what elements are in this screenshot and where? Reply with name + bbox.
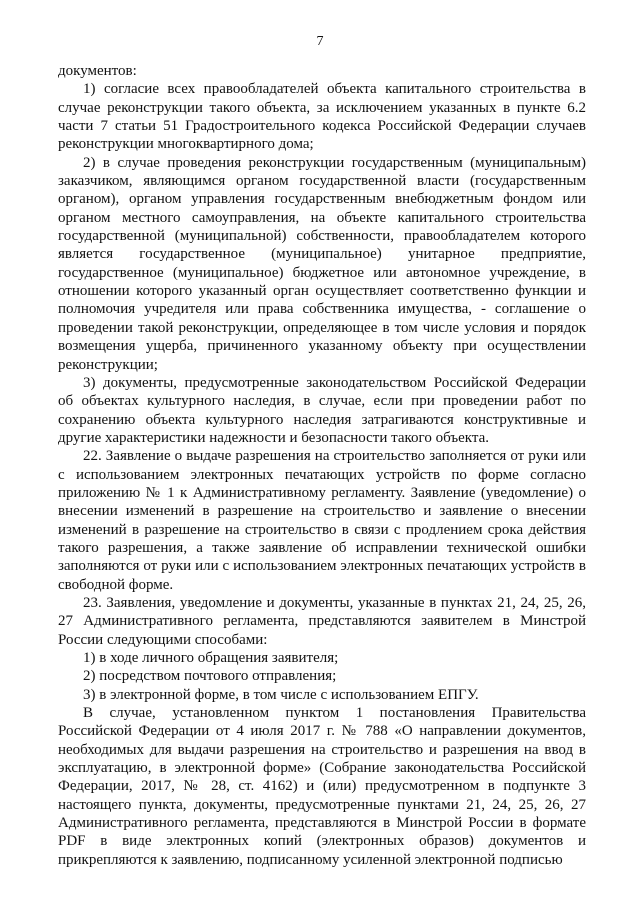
page-number: 7 bbox=[316, 34, 324, 49]
paragraph-method-3: 3) в электронной форме, в том числе с использованием ЕПГУ. bbox=[83, 686, 479, 703]
paragraph-item-3: 3) документы, предусмотренные законодательством Российской Федерации об объектах культурного наследия, в случае, если при проведении работ по сохранению объекта культурного наследия затрагиваются конструктивные и другие характеристики надежности и безопасности такого объекта. bbox=[58, 374, 586, 446]
paragraph-item-2: 2) в случае проведения реконструкции государственным (муниципальным) заказчиком, являющимся органом государственной власти (государственным органом), органом управления государственным внебюджетным фондом или органом местного самоуправления, на объекте капитального строительства государственной (муниципальной) собственности, правообладателем которого является государственное (муниципальное) унитарное предприятие, государственное (муниципальное) бюджетное или автономное учреждение, в отношении которого указанный орган осуществляет соответственно функции и полномочия учредителя или права собственника имущества, - соглашение о проведении такой реконструкции, определяющее в том числе условия и порядок возмещения ущерба, причиненного указанному объекту при осуществлении реконструкции; bbox=[58, 154, 586, 373]
paragraph-method-1: 1) в ходе личного обращения заявителя; bbox=[83, 650, 339, 666]
paragraph-continuation: документов: bbox=[58, 63, 137, 79]
paragraph-item-1: 1) согласие всех правообладателей объекта капитального строительства в случае реконструкции такого объекта, за исключением указанных в пункте 6.2 части 7 статьи 51 Градостроительного кодекса Российской Федерации случаев реконструкции многоквартирного дома; bbox=[58, 81, 586, 153]
paragraph-section-23: 23. Заявления, уведомление и документы, указанные в пунктах 21, 24, 25, 26, 27 Административного регламента, представляются заявителем в Минстрой России следующими способами: bbox=[58, 594, 586, 648]
paragraph-method-2: 2) посредством почтового отправления; bbox=[83, 668, 337, 685]
paragraph-section-22: 22. Заявление о выдаче разрешения на строительство заполняется от руки или с использованием электронных печатающих устройств по форме согласно приложению № 1 к Административному регламенту. Заявление (уведомление) о внесении изменений в разрешение на строительство и заявление о внесении изменений в разрешение на строительство в связи с продлением срока действия такого разрешения, а также заявление об исправлении технической ошибки заполняются от руки или с использованием электронных печатающих устройств в свободной форме. bbox=[58, 448, 586, 593]
document-body bbox=[58, 62, 586, 869]
paragraph-electronic-submission: В случае, установленном пунктом 1 постановления Правительства Российской Федерации от 4 июля 2017 г. № 788 «О направлении документов, необходимых для выдачи разрешения на строительство и разрешения на ввод в эксплуатацию, в электронной форме» (Собрание законодательства Российской Федерации, 2017, № 28, ст. 4162) и (или) предусмотренном в подпункте 3 настоящего пункта, документы, предусмотренные пунктами 21, 24, 25, 26, 27 Административного регламента, представляются в Минстрой России в формате PDF в виде электронных копий (электронных образов) документов и прикрепляются к заявлению, подписанному усиленной электронной подписью bbox=[58, 705, 586, 868]
